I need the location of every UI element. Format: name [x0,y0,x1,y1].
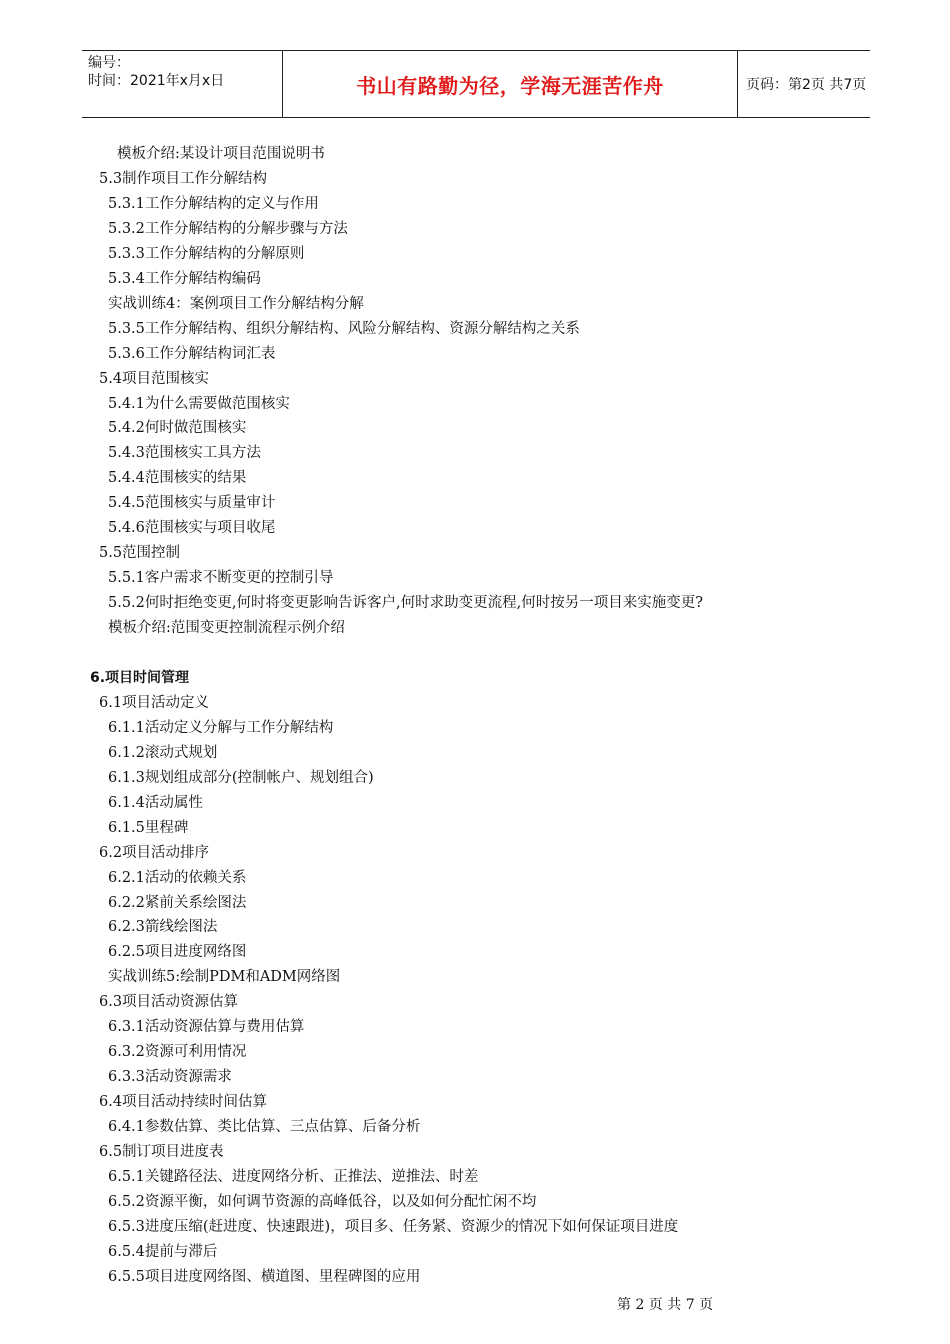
outline-line: 5.3制作项目工作分解结构 [99,170,268,187]
outline-line: 5.3.6工作分解结构词汇表 [108,345,276,362]
outline-line: 6.4.1参数估算、类比估算、三点估算、后备分析 [108,1119,421,1136]
outline-line: 6.3.1活动资源估算与费用估算 [108,1019,305,1036]
number-label: 编号： [88,55,130,71]
outline-line: 6.3项目活动资源估算 [99,994,239,1011]
outline-line: 5.4.4范围核实的结果 [108,470,247,487]
outline-line: 6.3.2资源可利用情况 [108,1044,247,1061]
header-motto: 书山有路勤为径，学海无涯苦作舟 [356,73,664,98]
outline-line: 6.1.1活动定义分解与工作分解结构 [108,719,334,736]
outline-line: 5.4.6范围核实与项目收尾 [108,520,276,537]
outline-line: 6.1项目活动定义 [99,694,210,711]
page-header [82,50,870,118]
outline-line: 模板介绍:某设计项目范围说明书 [117,146,325,162]
outline-line: 6.1.3规划组成部分(控制帐户、规划组合) [108,769,374,786]
outline-line: 实战训练5:绘制PDM和ADM网络图 [108,969,341,986]
outline-line: 6.5制订项目进度表 [99,1144,224,1160]
outline-line: 5.3.3工作分解结构的分解原则 [108,245,305,262]
header-page-info: 页码：第2页 共7页 [746,77,867,93]
outline-line: 5.4.5范围核实与质量审计 [108,495,276,512]
outline-line: 5.5范围控制 [99,545,181,562]
header-motto-cell [282,51,738,117]
time-label: 时间：2021年x月x日 [88,73,225,89]
outline-line: 6.5.2资源平衡，如何调节资源的高峰低谷，以及如何分配忙闲不均 [108,1193,537,1210]
outline-line: 5.5.2何时拒绝变更,何时将变更影响告诉客户,何时求助变更流程,何时按另一项目来实施变更? [108,595,703,612]
outline-line: 6.1.5里程碑 [108,819,189,836]
outline-line: 6.2.2紧前关系绘图法 [108,894,247,911]
outline-line: 6.1.2滚动式规划 [108,744,218,761]
outline-line: 6.5.5项目进度网络图、横道图、里程碑图的应用 [108,1268,421,1285]
header-meta [82,51,282,117]
page-footer: 第 2 页 共 7 页 [617,1297,714,1313]
outline-line: 5.5.1客户需求不断变更的控制引导 [108,570,334,587]
outline-line: 5.3.2工作分解结构的分解步骤与方法 [108,220,348,237]
outline-line: 6.2.3箭线绘图法 [108,919,218,936]
outline-line: 6.2.5项目进度网络图 [108,944,247,961]
outline-line: 5.4项目范围核实 [99,370,210,387]
outline-line: 5.3.5工作分解结构、组织分解结构、风险分解结构、资源分解结构之关系 [108,320,580,337]
outline-line: 6.2项目活动排序 [99,844,210,861]
outline-line: 6.5.3进度压缩(赶进度、快速跟进)，项目多、任务紧、资源少的情况下如何保证项目进度 [108,1218,679,1235]
outline-line: 6.2.1活动的依赖关系 [108,869,247,886]
outline-line: 5.3.4工作分解结构编码 [108,270,261,287]
outline-line: 5.3.1工作分解结构的定义与作用 [108,195,319,212]
section-heading: 6.项目时间管理 [90,669,190,686]
outline-line: 6.3.3活动资源需求 [108,1069,232,1086]
outline-line: 实战训练4：案例项目工作分解结构分解 [108,295,364,312]
outline-line: 6.4项目活动持续时间估算 [99,1094,268,1111]
outline-line: 5.4.2何时做范围核实 [108,420,247,437]
outline-line: 5.4.1为什么需要做范围核实 [108,395,290,412]
outline-line: 5.4.3范围核实工具方法 [108,445,261,462]
outline-line: 6.5.1关键路径法、进度网络分析、正推法、逆推法、时差 [108,1168,479,1185]
outline-line: 6.5.4提前与滞后 [108,1243,218,1260]
outline-line: 模板介绍:范围变更控制流程示例介绍 [108,620,345,637]
outline-line: 6.1.4活动属性 [108,794,203,811]
